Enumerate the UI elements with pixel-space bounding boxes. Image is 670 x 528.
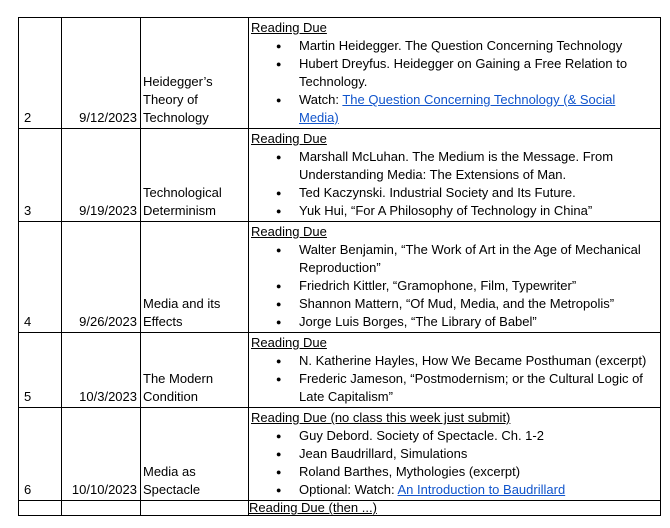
reading-due-heading: Reading Due bbox=[251, 20, 327, 35]
date-cell: 10/10/2023 bbox=[62, 408, 141, 501]
readings-cell bbox=[249, 18, 661, 129]
video-link[interactable]: The Question Concerning Technology (& Social Media) bbox=[299, 92, 616, 125]
date-cell: 9/19/2023 bbox=[62, 129, 141, 222]
topic-cell bbox=[141, 501, 249, 516]
reading-item: ● Yuk Hui, “For A Philosophy of Technology in China” bbox=[299, 202, 658, 220]
table-row bbox=[19, 129, 661, 222]
reading-item: ● Guy Debord. Society of Spectacle. Ch. 1-2 bbox=[299, 427, 658, 445]
date-cell: 10/3/2023 bbox=[62, 333, 141, 408]
reading-list bbox=[251, 37, 658, 127]
readings-cell bbox=[249, 222, 661, 333]
readings-cell bbox=[249, 333, 661, 408]
reading-item: ● Jorge Luis Borges, “The Library of Babel” bbox=[299, 313, 658, 331]
table-row-partial bbox=[19, 501, 661, 516]
reading-item bbox=[299, 91, 658, 127]
reading-prefix: Watch: bbox=[299, 92, 343, 107]
readings-cell bbox=[249, 408, 661, 501]
reading-list bbox=[251, 427, 658, 499]
reading-item: ● Ted Kaczynski. Industrial Society and Its Future. bbox=[299, 184, 658, 202]
reading-item: ● N. Katherine Hayles, How We Became Posthuman (excerpt) bbox=[299, 352, 658, 370]
topic-cell: Technological Determinism bbox=[141, 129, 249, 222]
reading-item: ● Jean Baudrillard, Simulations bbox=[299, 445, 658, 463]
reading-item: ● Shannon Mattern, “Of Mud, Media, and the Metropolis” bbox=[299, 295, 658, 313]
week-cell: 4 bbox=[19, 222, 62, 333]
week-cell: 2 bbox=[19, 18, 62, 129]
table-row bbox=[19, 222, 661, 333]
reading-list bbox=[251, 241, 658, 331]
reading-item: ● Hubert Dreyfus. Heidegger on Gaining a Free Relation to Technology. bbox=[299, 55, 658, 91]
reading-list bbox=[251, 352, 658, 406]
reading-item: ● Frederic Jameson, “Postmodernism; or the Cultural Logic of Late Capitalism” bbox=[299, 370, 658, 406]
week-cell bbox=[19, 501, 62, 516]
date-cell: 9/26/2023 bbox=[62, 222, 141, 333]
syllabus-table bbox=[18, 17, 661, 516]
reading-due-heading: Reading Due bbox=[251, 224, 327, 239]
topic-cell: Media as Spectacle bbox=[141, 408, 249, 501]
readings-cell bbox=[249, 129, 661, 222]
reading-item: ● Walter Benjamin, “The Work of Art in the Age of Mechanical Reproduction” bbox=[299, 241, 658, 277]
reading-prefix: Optional: Watch: bbox=[299, 482, 398, 497]
reading-due-heading: Reading Due (then ...) bbox=[249, 500, 377, 515]
topic-cell: Heidegger’s Theory of Technology bbox=[141, 18, 249, 129]
readings-cell bbox=[249, 501, 661, 516]
reading-item: ● Roland Barthes, Mythologies (excerpt) bbox=[299, 463, 658, 481]
reading-due-heading: Reading Due bbox=[251, 131, 327, 146]
topic-cell: Media and its Effects bbox=[141, 222, 249, 333]
topic-cell: The Modern Condition bbox=[141, 333, 249, 408]
week-cell: 5 bbox=[19, 333, 62, 408]
reading-item: ● Marshall McLuhan. The Medium is the Message. From Understanding Media: The Extensions of Man. bbox=[299, 148, 658, 184]
week-cell: 3 bbox=[19, 129, 62, 222]
table-row bbox=[19, 18, 661, 129]
date-cell: 9/12/2023 bbox=[62, 18, 141, 129]
reading-due-heading: Reading Due (no class this week just submit) bbox=[251, 410, 511, 425]
reading-item bbox=[299, 481, 658, 499]
reading-due-heading: Reading Due bbox=[251, 335, 327, 350]
table-row bbox=[19, 333, 661, 408]
date-cell bbox=[62, 501, 141, 516]
reading-list bbox=[251, 148, 658, 220]
reading-item: ● Martin Heidegger. The Question Concerning Technology bbox=[299, 37, 658, 55]
table-row bbox=[19, 408, 661, 501]
video-link[interactable]: An Introduction to Baudrillard bbox=[397, 482, 566, 497]
reading-item: ● Friedrich Kittler, “Gramophone, Film, Typewriter” bbox=[299, 277, 658, 295]
week-cell: 6 bbox=[19, 408, 62, 501]
